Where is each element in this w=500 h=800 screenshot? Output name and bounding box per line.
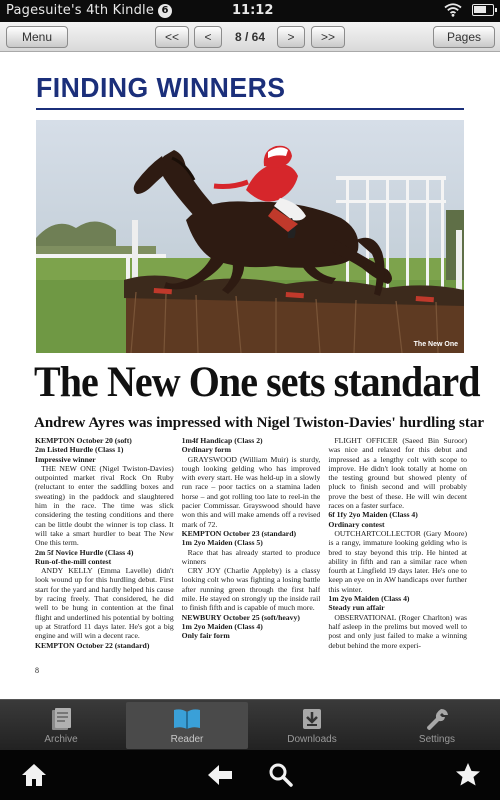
battery-icon	[472, 4, 494, 16]
back-arrow-icon[interactable]	[206, 762, 234, 788]
status-bar	[0, 0, 500, 22]
pages-button[interactable]: Pages	[433, 26, 495, 48]
article-subhead: 1m 2yo Maiden (Class 4)	[328, 594, 410, 604]
archive-icon	[0, 707, 122, 731]
article-subhead: Impressive winner	[35, 454, 96, 464]
tab-reader[interactable]	[126, 702, 248, 749]
article-subhead: Steady run affair	[328, 603, 385, 613]
notification-badge[interactable]: 6	[158, 4, 172, 18]
next-page-button[interactable]: >	[277, 26, 305, 48]
settings-icon	[376, 707, 498, 731]
tab-downloads[interactable]	[251, 702, 373, 749]
article-subhead: 1m 2yo Maiden (Class 5)	[181, 538, 263, 548]
page-indicator: 8 / 64	[234, 30, 266, 44]
article-subhead: 1m 2yo Maiden (Class 4)	[181, 621, 263, 631]
photo-credit: The New One	[413, 341, 458, 348]
article-paragraph: OBSERVATIONAL (Roger Charlton) was half asleep in the prelims but moved well to post and only just failed to make a winning debut behind the more experi-	[328, 612, 468, 650]
home-icon[interactable]	[20, 762, 48, 788]
article-subhead: Ordinary contest	[328, 519, 385, 529]
wifi-icon	[444, 3, 462, 21]
tab-reader-label: Reader	[170, 734, 204, 745]
title-rule	[36, 108, 464, 110]
article-subhead: KEMPTON October 20 (soft)	[35, 436, 132, 445]
star-icon[interactable]	[455, 762, 481, 788]
article-paragraph: Race that has already started to produce winners	[181, 547, 321, 566]
reader-toolbar	[0, 22, 500, 52]
newspaper-page[interactable]	[0, 52, 500, 699]
reader-icon	[126, 707, 248, 731]
article-subhead: 6f 1fy 2yo Maiden (Class 4)	[328, 510, 418, 520]
article-column-2	[182, 436, 321, 666]
article-subhead: Only fair form	[181, 631, 230, 641]
device-name: Pagesuite's 4th Kindle 6	[6, 3, 172, 18]
tab-archive-label: Archive	[44, 734, 78, 745]
article-paragraph: OUTCHARTCOLLECTOR (Gary Moore) is a rangy, immature looking gelding who is bred to stay beyond this trip. He hinted at ability in fifth and ran a similar race when fourth at Lingfield 19 days later. He's one to keep an eye on in AW handicaps over further this winter.	[328, 528, 468, 594]
article-subhead: 1m4f Handicap (Class 2)	[181, 436, 263, 445]
last-page-button[interactable]: >>	[311, 26, 345, 48]
article-subhead: NEWBURY October 25 (soft/heavy)	[181, 612, 300, 622]
standfirst: Andrew Ayres was impressed with Nigel Twiston-Davies' hurdling star	[34, 415, 485, 431]
article-paragraph: FLIGHT OFFICER (Saeed Bin Suroor) was nice and relaxed for this debut and impressed as a lengthy colt with scope to improve. He didn't look totally at home on the testing ground but showed plenty of pluck to finish second and will probably prove the best of these. He will win decent races on a faster surface.	[328, 436, 468, 511]
article-paragraph: THE NEW ONE (Nigel Twiston-Davies) outpointed market rival Rock On Ruby (reluctant to enter the saddling boxes and sweating) in the paddock and slaughtered him in the race. The time was slick considering the testing conditions and there can be little doubt the winner is top class. It will take a smart hurdler to beat The New One this term.	[35, 463, 174, 548]
article-subhead: KEMPTON October 23 (standard)	[181, 528, 297, 538]
article-subhead: 2m Listed Hurdle (Class 1)	[35, 445, 124, 455]
tab-downloads-label: Downloads	[287, 734, 337, 745]
article-subhead: Ordinary form	[181, 445, 231, 455]
article-paragraph: ANDY KELLY (Emma Lavelle) didn't look wound up for this hurdling debut. First start for the yard and hardly helped his cause by racing freely. That considered, he did well to be hung in contention at the final flight and underlined his potential by bolting up at Stratford 11 days later. He's got a big engine and will win a decent race.	[35, 566, 174, 641]
article-paragraph: CRY JOY (Charlie Appleby) is a classy looking colt who was fighting a losing battle after running green through the first half mile. He stayed on strongly up the inside rail to finish fifth and is capable of much more.	[181, 566, 321, 613]
page-folio: 8	[35, 666, 39, 675]
downloads-icon	[251, 707, 373, 731]
article-subhead: 2m 5f Novice Hurdle (Class 4)	[35, 547, 134, 557]
article-columns	[35, 436, 467, 666]
article-subhead: KEMPTON October 22 (standard)	[35, 640, 150, 650]
headline: The New One sets standard	[34, 359, 480, 406]
article-column-1	[35, 436, 174, 666]
section-title: FINDING WINNERS	[36, 72, 286, 103]
tab-settings[interactable]	[376, 702, 498, 749]
tab-settings-label: Settings	[418, 734, 456, 745]
search-icon[interactable]	[268, 762, 294, 788]
system-nav-bar	[0, 750, 500, 800]
tab-bar	[0, 699, 500, 750]
menu-button[interactable]: Menu	[6, 26, 68, 48]
tab-archive[interactable]	[0, 702, 122, 749]
first-page-button[interactable]: <<	[155, 26, 189, 48]
clock: 11:12	[232, 3, 274, 18]
article-subhead: Run-of-the-mill contest	[35, 556, 112, 566]
article-paragraph: GRAYSWOOD (William Muir) is sturdy, tough looking gelding who has improved with every start. He was held-up in a slowly run race – poor tactics on a stamina laden horse – and got rolling too late to reel-in the pacier Commissar. Grayswood should have won this and will make amends off a revised mark of 72.	[181, 454, 321, 529]
previous-page-button[interactable]: <	[194, 26, 222, 48]
article-column-3	[328, 436, 467, 666]
article-photo	[36, 120, 464, 353]
